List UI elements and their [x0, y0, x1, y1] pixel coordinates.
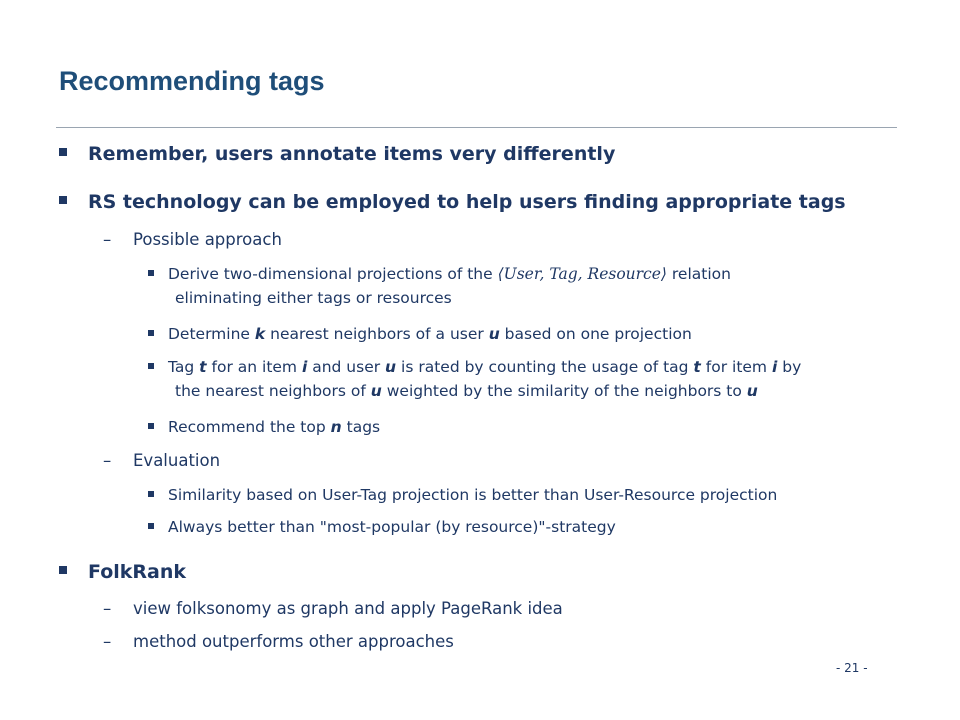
- variable-k: k: [254, 325, 266, 343]
- sub-bullet-text: view folksonomy as graph and apply PageRank idea: [133, 599, 563, 618]
- item-text: tags: [341, 418, 381, 436]
- dash-bullet-icon: –: [103, 451, 112, 470]
- bullet-remember: [59, 143, 615, 165]
- variable-u: u: [370, 382, 382, 400]
- item-text: is rated by counting the usage of tag: [396, 358, 694, 376]
- square-bullet-icon: [148, 423, 154, 429]
- sub-bullet-text: Evaluation: [133, 451, 221, 470]
- variable-t: t: [693, 358, 701, 376]
- variable-u: u: [746, 382, 758, 400]
- dash-bullet-icon: –: [103, 632, 112, 651]
- sub-bullet-evaluation: [103, 451, 220, 470]
- variable-u: u: [488, 325, 500, 343]
- variable-i: i: [771, 358, 778, 376]
- math-tuple: ⟨User, Tag, Resource⟩: [497, 265, 667, 283]
- dash-bullet-icon: –: [103, 230, 112, 249]
- dash-bullet-icon: –: [103, 599, 112, 618]
- square-bullet-icon: [148, 270, 154, 276]
- item-text: relation: [666, 265, 731, 283]
- item-text: the nearest neighbors of: [175, 382, 371, 400]
- page-number: - 21 -: [836, 661, 868, 675]
- sub-bullet-text: method outperforms other approaches: [133, 632, 454, 651]
- bullet-text: FolkRank: [88, 561, 187, 583]
- item-text: for an item: [206, 358, 302, 376]
- sub-bullet-possible-approach: [103, 230, 282, 249]
- sub-bullet-view-folksonomy: [103, 599, 563, 618]
- item-text: for item: [700, 358, 772, 376]
- variable-u: u: [385, 358, 397, 376]
- square-bullet-icon: [59, 148, 67, 156]
- item-derive-projections: [148, 262, 731, 310]
- item-text-continuation: [148, 379, 801, 403]
- item-text: by: [777, 358, 802, 376]
- item-tag-rating: [148, 355, 801, 403]
- square-bullet-icon: [59, 196, 67, 204]
- item-text: Always better than "most-popular (by resource)"-strategy: [168, 518, 616, 536]
- item-text: and user: [307, 358, 386, 376]
- sub-bullet-method-outperforms: [103, 632, 454, 651]
- item-text: nearest neighbors of a user: [265, 325, 489, 343]
- item-text: Determine: [168, 325, 255, 343]
- bullet-rs-technology: [59, 191, 846, 213]
- title-divider: [56, 127, 897, 128]
- item-always-better: [148, 515, 616, 539]
- sub-bullet-text: Possible approach: [133, 230, 282, 249]
- item-text: Similarity based on User-Tag projection is better than User-Resource projection: [168, 486, 778, 504]
- item-determine-neighbors: [148, 322, 692, 346]
- item-text: Derive two-dimensional projections of the: [168, 265, 498, 283]
- slide-title: Recommending tags: [59, 66, 325, 96]
- square-bullet-icon: [59, 566, 67, 574]
- item-text: based on one projection: [499, 325, 692, 343]
- item-text: Tag: [168, 358, 200, 376]
- variable-t: t: [199, 358, 207, 376]
- variable-i: i: [301, 358, 308, 376]
- bullet-folkrank: [59, 561, 186, 583]
- item-text-continuation: eliminating either tags or resources: [175, 289, 452, 307]
- bullet-text: Remember, users annotate items very differently: [88, 143, 616, 165]
- square-bullet-icon: [148, 330, 154, 336]
- item-similarity: [148, 483, 777, 507]
- item-text: weighted by the similarity of the neighbors to: [381, 382, 747, 400]
- item-text: Recommend the top: [168, 418, 331, 436]
- item-recommend-top-n: [148, 415, 380, 439]
- variable-n: n: [330, 418, 342, 436]
- bullet-text: RS technology can be employed to help users finding appropriate tags: [88, 191, 846, 213]
- square-bullet-icon: [148, 363, 154, 369]
- square-bullet-icon: [148, 491, 154, 497]
- square-bullet-icon: [148, 523, 154, 529]
